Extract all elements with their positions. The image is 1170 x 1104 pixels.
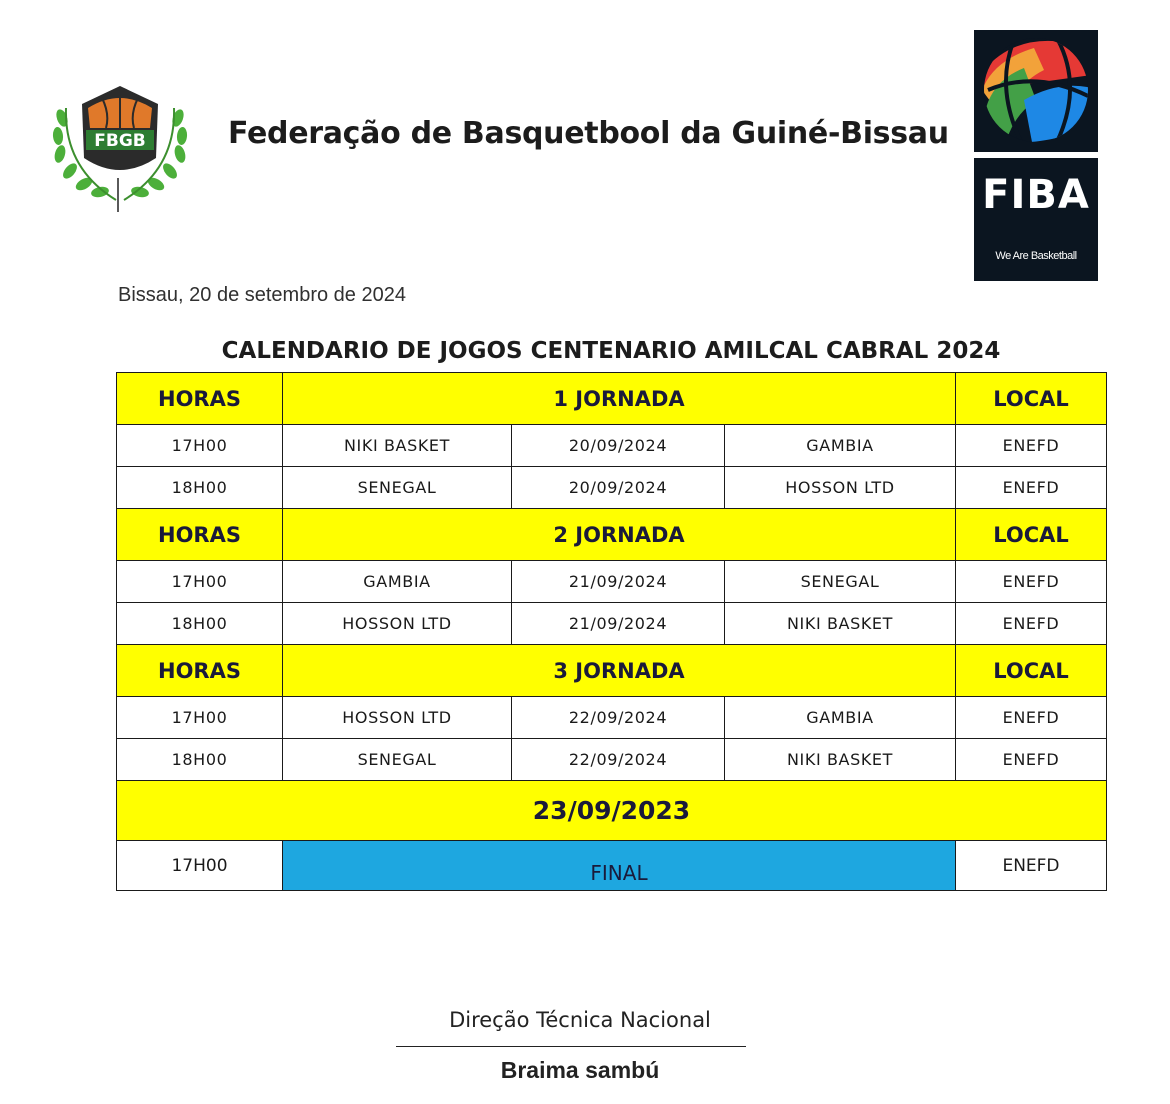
game-time: 17H00 (117, 425, 283, 467)
home-team: SENEGAL (283, 467, 512, 509)
final-time: 17H00 (117, 841, 283, 891)
local-header: LOCAL (956, 509, 1107, 561)
game-time: 18H00 (117, 603, 283, 645)
schedule-table (116, 372, 1107, 891)
game-venue: ENEFD (956, 561, 1107, 603)
game-time: 18H00 (117, 467, 283, 509)
fiba-wordmark-logo (974, 158, 1098, 281)
away-team: GAMBIA (725, 697, 956, 739)
document-date: Bissau, 20 de setembro de 2024 (118, 284, 406, 306)
game-venue: ENEFD (956, 425, 1107, 467)
hours-header: HORAS (117, 645, 283, 697)
round-label: 1 JORNADA (283, 373, 956, 425)
away-team: HOSSON LTD (725, 467, 956, 509)
game-date: 21/09/2024 (512, 561, 725, 603)
final-venue: ENEFD (956, 841, 1107, 891)
away-team: NIKI BASKET (725, 603, 956, 645)
table-row (117, 697, 1107, 739)
game-date: 20/09/2024 (512, 467, 725, 509)
round-header-row (117, 373, 1107, 425)
signature-role: Direção Técnica Nacional (449, 1008, 711, 1032)
fbgb-logo (44, 78, 196, 214)
game-date: 22/09/2024 (512, 739, 725, 781)
local-header: LOCAL (956, 373, 1107, 425)
home-team: HOSSON LTD (283, 697, 512, 739)
away-team: SENEGAL (725, 561, 956, 603)
table-row (117, 561, 1107, 603)
final-date: 23/09/2023 (117, 781, 1107, 841)
signature-line (396, 1046, 746, 1047)
home-team: SENEGAL (283, 739, 512, 781)
final-game-row (117, 841, 1107, 891)
home-team: HOSSON LTD (283, 603, 512, 645)
game-date: 22/09/2024 (512, 697, 725, 739)
game-venue: ENEFD (956, 739, 1107, 781)
away-team: NIKI BASKET (725, 739, 956, 781)
table-row (117, 603, 1107, 645)
game-venue: ENEFD (956, 467, 1107, 509)
game-time: 17H00 (117, 697, 283, 739)
game-time: 18H00 (117, 739, 283, 781)
table-row (117, 425, 1107, 467)
local-header: LOCAL (956, 645, 1107, 697)
organization-title: Federação de Basquetbool da Guiné-Bissau (228, 116, 949, 151)
round-header-row (117, 509, 1107, 561)
hours-header: HORAS (117, 373, 283, 425)
game-venue: ENEFD (956, 697, 1107, 739)
round-header-row (117, 645, 1107, 697)
table-row (117, 467, 1107, 509)
final-label: FINAL (283, 841, 956, 891)
table-row (117, 739, 1107, 781)
home-team: GAMBIA (283, 561, 512, 603)
fiba-tagline: We Are Basketball (995, 250, 1077, 262)
game-date: 20/09/2024 (512, 425, 725, 467)
home-team: NIKI BASKET (283, 425, 512, 467)
svg-text:FBGB: FBGB (94, 131, 146, 151)
game-date: 21/09/2024 (512, 603, 725, 645)
hours-header: HORAS (117, 509, 283, 561)
game-venue: ENEFD (956, 603, 1107, 645)
round-label: 2 JORNADA (283, 509, 956, 561)
fiba-wordmark-text: FIBA (982, 172, 1090, 218)
round-label: 3 JORNADA (283, 645, 956, 697)
away-team: GAMBIA (725, 425, 956, 467)
fiba-ball-logo (974, 30, 1098, 152)
signature-name: Braima sambú (500, 1057, 660, 1083)
final-date-row (117, 781, 1107, 841)
game-time: 17H00 (117, 561, 283, 603)
calendar-title: CALENDARIO DE JOGOS CENTENARIO AMILCAL CABRAL 2024 (221, 338, 1001, 364)
